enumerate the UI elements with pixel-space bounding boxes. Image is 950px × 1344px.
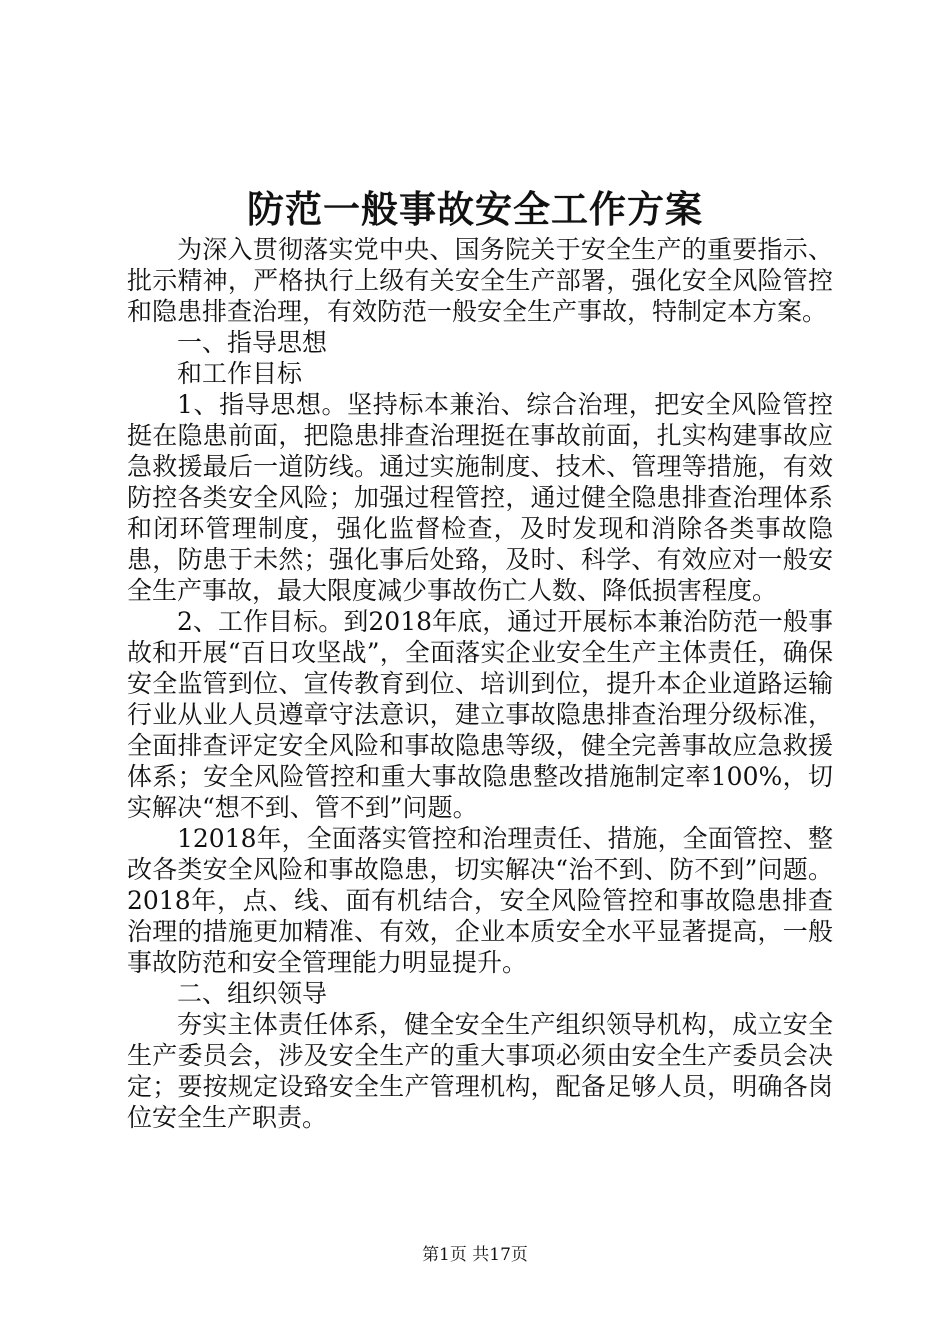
paragraph-guiding-ideology: 1、指导思想。坚持标本兼治、综合治理，把安全风险管控挺在隐患前面，把隐患排查治理挺在事故前面，扎实构建事故应急救援最后一道防线。通过实施制度、技术、管理等措施，有效防控各类安全风险；加强过程管控，通过健全隐患排查治理体系和闭环管理制度，强化监督检查，及时发现和消除各类事故隐患，防患于未然；强化事后处臵，及时、科学、有效应对一般安全生产事故，最大限度减少事故伤亡人数、降低损害程度。 — [127, 390, 833, 605]
paragraph-2018-plan: 12018年，全面落实管控和治理责任、措施，全面管控、整改各类安全风险和事故隐患，切实解决“治不到、防不到”问题。2018年，点、线、面有机结合，安全风险管控和事故隐患排查治理的措施更加精准、有效，企业本质安全水平显著提高，一般事故防范和安全管理能力明显提升。 — [127, 824, 833, 977]
section-heading-work-goals: 和工作目标 — [177, 359, 303, 388]
paragraph-organization: 夯实主体责任体系，健全安全生产组织领导机构，成立安全生产委员会，涉及安全生产的重大事项必须由安全生产委员会决定；要按规定设臵安全生产管理机构，配备足够人员，明确各岗位安全生产职责。 — [127, 1010, 833, 1132]
document-body — [127, 234, 833, 1133]
section-heading-organization: 二、组织领导 — [177, 979, 328, 1008]
section-heading-guiding-ideology: 一、指导思想 — [177, 328, 328, 357]
paragraph-intro: 为深入贯彻落实党中央、国务院关于安全生产的重要指示、批示精神，严格执行上级有关安全生产部署，强化安全风险管控和隐患排查治理，有效防范一般安全生产事故，特制定本方案。 — [127, 235, 833, 326]
paragraph-work-goals: 2、工作目标。到2018年底，通过开展标本兼治防范一般事故和开展“百日攻坚战”，全面落实企业安全生产主体责任，确保安全监管到位、宣传教育到位、培训到位，提升本企业道路运输行业从业人员遵章守法意识，建立事故隐患排查治理分级标准，全面排查评定安全风险和事故隐患等级，健全完善事故应急救援体系；安全风险管控和重大事故隐患整改措施制定率100%，切实解决“想不到、管不到”问题。 — [127, 607, 833, 822]
document-title: 防范一般事故安全工作方案 — [247, 187, 703, 231]
page-number-footer: 第1页 共17页 — [422, 1245, 528, 1265]
